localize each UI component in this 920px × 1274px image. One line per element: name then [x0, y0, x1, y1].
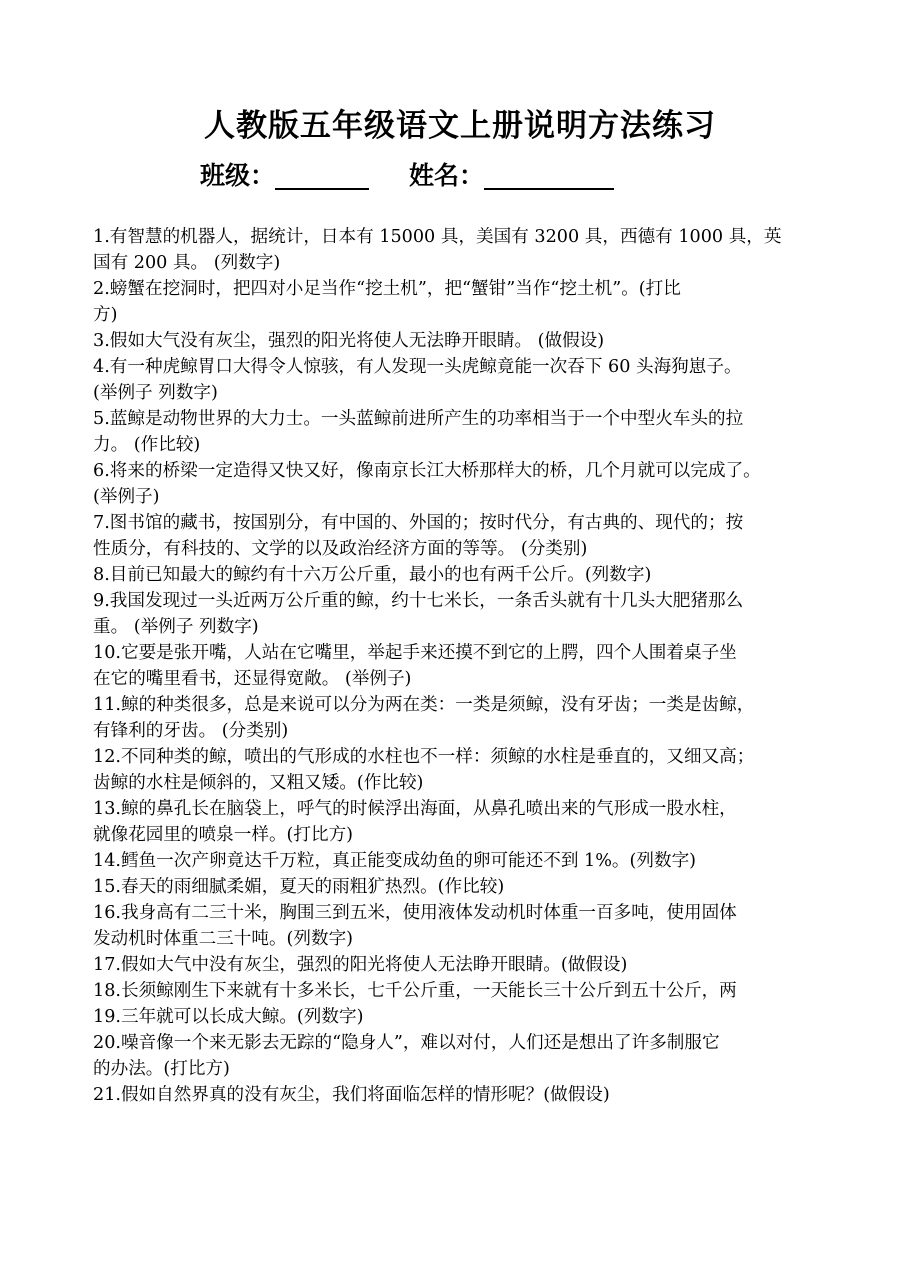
exercise-line: 6.将来的桥梁一定造得又快又好，像南京长江大桥那样大的桥，几个月就可以完成了。 [93, 461, 761, 481]
exercise-line: 重。 (举例子 列数字) [93, 617, 259, 637]
exercise-line: 国有 200 具。 (列数字) [93, 253, 281, 273]
exercise-line: 11.鲸的种类很多，总是来说可以分为两在类：一类是须鲸，没有牙齿；一类是齿鲸， [93, 695, 755, 715]
exercise-line: 16.我身高有二三十米，胸围三到五米，使用液体发动机时体重一百多吨，使用固体 [93, 903, 737, 923]
exercise-line: 14.鳕鱼一次产卵竟达千万粒，真正能变成幼鱼的卵可能还不到 1%。(列数字) [93, 851, 697, 871]
exercise-line: 1.有智慧的机器人，据统计，日本有 15000 具，美国有 3200 具，西德有 1000 具，英 [93, 227, 782, 247]
name-label: 姓名： [409, 161, 485, 190]
exercise-line: 9.我国发现过一头近两万公斤重的鲸，约十七米长，一条舌头就有十几头大肥猪那么 [93, 591, 744, 611]
exercise-line: 12.不同种类的鲸，喷出的气形成的水柱也不一样：须鲸的水柱是垂直的，又细又高； [93, 747, 755, 767]
exercise-line: 18.长须鲸刚生下来就有十多米长，七千公斤重，一天能长三十公斤到五十公斤，两 [93, 981, 737, 1001]
exercise-line: 8.目前已知最大的鲸约有十六万公斤重，最小的也有两千公斤。(列数字) [93, 565, 652, 585]
exercise-line: 力。 (作比较) [93, 435, 201, 455]
exercise-line: 就像花园里的喷泉一样。(打比方) [93, 825, 354, 845]
exercise-line: 的办法。(打比方) [93, 1059, 230, 1079]
exercise-list [93, 224, 833, 1108]
class-label: 班级： [200, 161, 276, 190]
exercise-line: 17.假如大气中没有灰尘，强烈的阳光将使人无法睁开眼睛。(做假设) [93, 955, 628, 975]
exercise-line: 21.假如自然界真的没有灰尘，我们将面临怎样的情形呢？(做假设) [93, 1085, 610, 1105]
exercise-line: 15.春天的雨细腻柔媚，夏天的雨粗犷热烈。(作比较) [93, 877, 505, 897]
exercise-line: 3.假如大气没有灰尘，强烈的阳光将使人无法睁开眼睛。 (做假设) [93, 331, 605, 351]
exercise-line: (举例子 列数字) [93, 383, 218, 403]
exercise-line: 19.三年就可以长成大鲸。(列数字) [93, 1007, 364, 1027]
exercise-line: 方) [93, 305, 118, 325]
name-blank [484, 164, 614, 190]
exercise-line: 7.图书馆的藏书，按国别分，有中国的、外国的；按时代分，有古典的、现代的；按 [93, 513, 744, 533]
exercise-line: 20.噪音像一个来无影去无踪的“隐身人”，难以对付，人们还是想出了许多制服它 [93, 1033, 720, 1053]
exercise-line: 性质分，有科技的、文学的以及政治经济方面的等等。 (分类别) [93, 539, 588, 559]
page-title: 人教版五年级语文上册说明方法练习 [204, 108, 716, 144]
exercise-line: 发动机时体重二三十吨。(列数字) [93, 929, 354, 949]
class-blank [275, 164, 369, 190]
student-info-row [200, 156, 614, 192]
exercise-line: 在它的嘴里看书，还显得宽敞。 (举例子) [93, 669, 412, 689]
exercise-line: 10.它要是张开嘴，人站在它嘴里，举起手来还摸不到它的上腭，四个人围着桌子坐 [93, 643, 737, 663]
exercise-line: 2.螃蟹在挖洞时，把四对小足当作“挖土机”，把“蟹钳”当作“挖土机”。(打比 [93, 279, 681, 299]
exercise-line: (举例子) [93, 487, 160, 507]
exercise-line: 5.蓝鲸是动物世界的大力士。一头蓝鲸前进所产生的功率相当于一个中型火车头的拉 [93, 409, 744, 429]
exercise-line: 13.鲸的鼻孔长在脑袋上，呼气的时候浮出海面，从鼻孔喷出来的气形成一股水柱， [93, 799, 737, 819]
exercise-line: 4.有一种虎鲸胃口大得令人惊骇，有人发现一头虎鲸竟能一次吞下 60 头海狗崽子。 [93, 357, 742, 377]
exercise-line: 有锋利的牙齿。 (分类别) [93, 721, 289, 741]
exercise-line: 齿鲸的水柱是倾斜的，又粗又矮。(作比较) [93, 773, 424, 793]
